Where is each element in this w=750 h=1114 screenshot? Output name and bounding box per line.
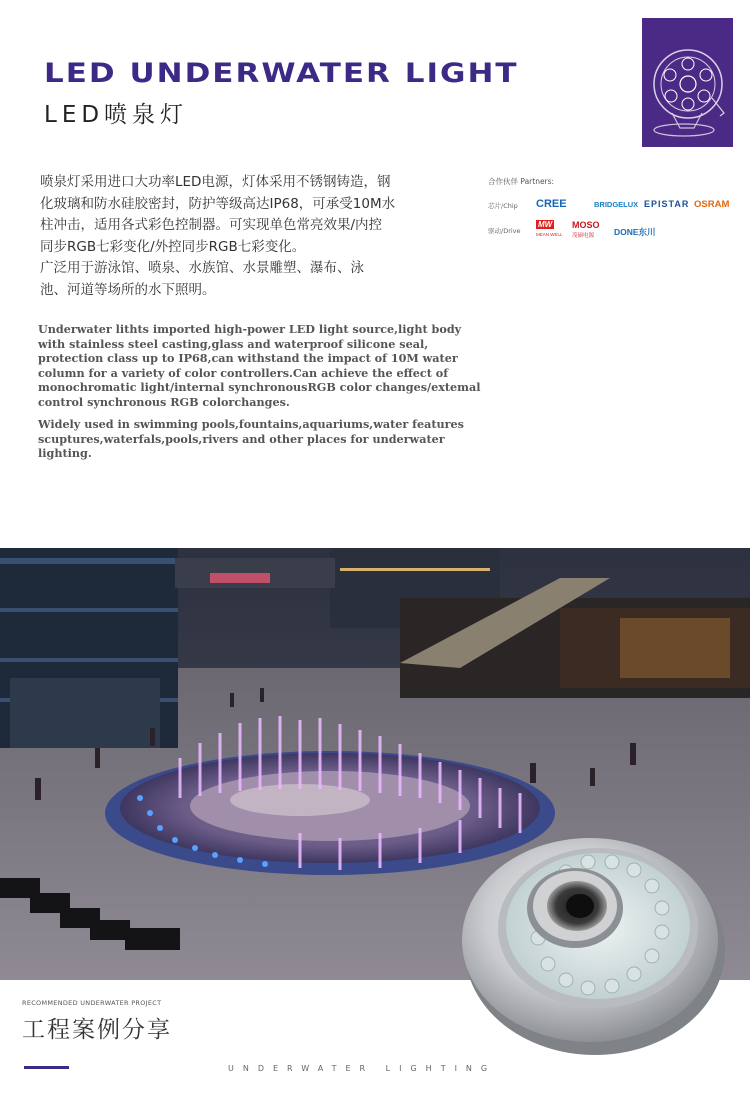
product-thumbnail bbox=[642, 18, 733, 147]
bridgelux-logo: BRIDGELUX bbox=[594, 200, 639, 209]
description-cn-line: 化玻璃和防水硅胶密封，防护等级高达IP68，可承受10M水 bbox=[40, 195, 396, 212]
fountain-light-product bbox=[430, 800, 730, 1066]
partners-title: 合作伙伴 Partners: bbox=[488, 177, 555, 186]
description-cn bbox=[40, 172, 440, 301]
moso-logo: MOSO bbox=[572, 220, 600, 230]
title-underline bbox=[24, 1066, 69, 1069]
page-title-en: LED UNDERWATER LIGHT bbox=[44, 58, 519, 89]
partners-block bbox=[488, 176, 740, 246]
description-cn-line: 喷泉灯采用进口大功率LED电源，灯体采用不锈钢铸造，钢 bbox=[40, 174, 391, 190]
meanwell-logo: MW bbox=[538, 220, 553, 229]
description-cn-line: 同步RGB七彩变化/外控同步RGB七彩变化。 bbox=[40, 238, 306, 255]
product-image bbox=[430, 800, 730, 1066]
product-thumbnail-image bbox=[642, 18, 733, 147]
meanwell-subtitle: MEAN WELL bbox=[536, 232, 563, 237]
footer-text: UNDERWATER LIGHTING bbox=[228, 1064, 497, 1073]
description-cn-line: 柱冲击，适用各式彩色控制器。可实现单色常亮效果/内控 bbox=[40, 217, 383, 233]
done-logo: DONE东川 bbox=[614, 227, 656, 237]
chip-label: 芯片/Chip bbox=[488, 202, 518, 210]
description-cn-line: 池、河道等场所的水下照明。 bbox=[40, 281, 216, 298]
epistar-logo: EPISTAR bbox=[644, 199, 690, 209]
description-en-paragraph: Underwater lithts imported high-power LED light source,light body with stainless steel casting,glass and waterproof silicone seal, protection class up to IP68,can withstand the impact of 10M water column for a variety of color controllers.Can achieve the effect of monochromatic light/internal synchronousRGB color changes/extemal control synchronous RGB colorchanges. bbox=[38, 322, 481, 409]
drive-label: 驱动/Drive bbox=[488, 227, 521, 235]
description-en-paragraph: Widely used in swimming pools,fountains,aquariums,water features scuptures,waterfals,pools,rivers and other places for underwater lighting. bbox=[38, 417, 464, 460]
page-title-cn: LED喷泉灯 bbox=[44, 102, 189, 128]
moso-subtitle: 茂硕电源 bbox=[572, 233, 595, 239]
description-cn-line: 广泛用于游泳馆、喷泉、水族馆、水景雕塑、瀑布、泳 bbox=[40, 260, 364, 276]
project-title-cn: 工程案例分享 bbox=[22, 1017, 172, 1043]
description-en bbox=[38, 322, 488, 469]
project-label-en: RECOMMENDED UNDERWATER PROJECT bbox=[22, 999, 162, 1007]
cree-logo: CREE bbox=[536, 198, 567, 210]
osram-logo: OSRAM bbox=[694, 199, 730, 210]
